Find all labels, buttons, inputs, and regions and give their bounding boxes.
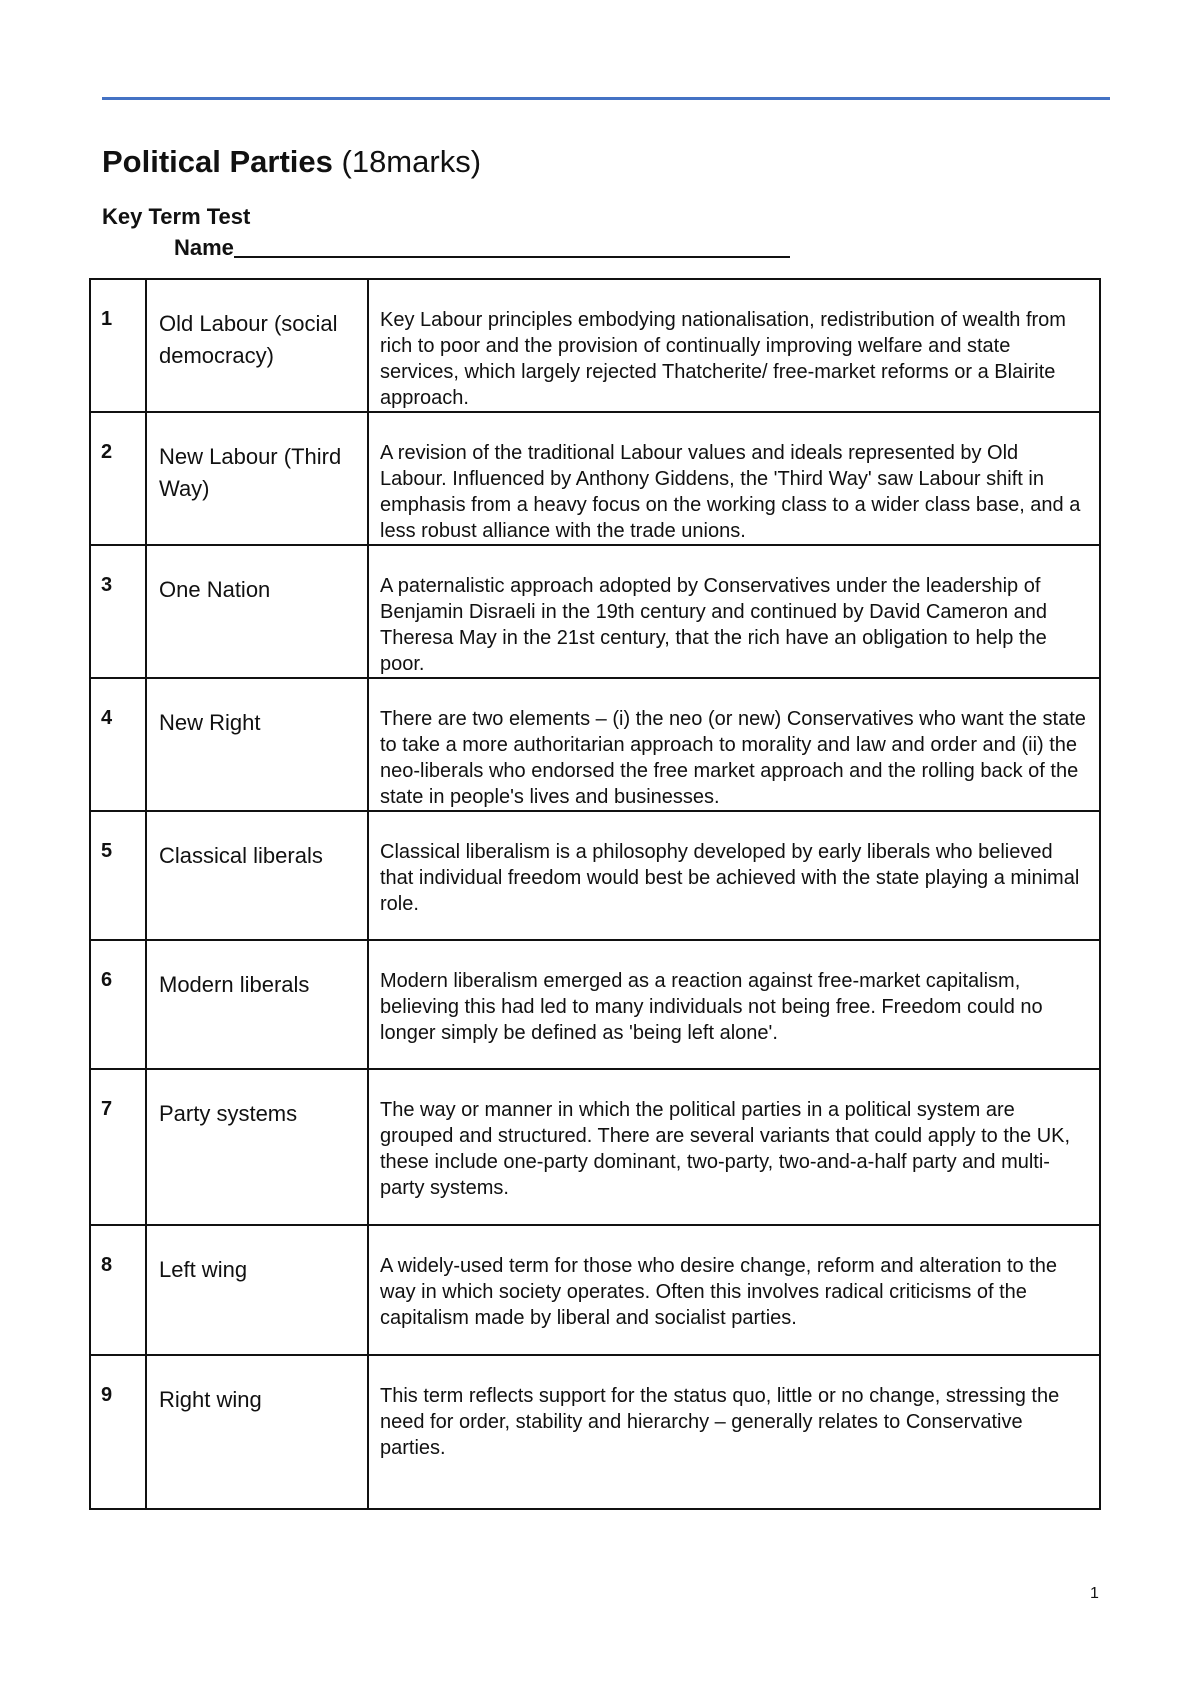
row-term: New Labour (Third Way) [146,412,368,545]
key-terms-table [89,278,1101,1510]
table-row [90,545,1100,678]
table-row [90,811,1100,940]
name-label: Name [174,235,234,260]
row-definition: This term reflects support for the status quo, little or no change, stressing the need for order, stability and hierarchy – generally relates to Conservative parties. [368,1355,1100,1509]
row-term: Modern liberals [146,940,368,1069]
row-definition: A paternalistic approach adopted by Conservatives under the leadership of Benjamin Disraeli in the 19th century and continued by David Cameron and Theresa May in the 21st century, that the rich have an obligation to help the poor. [368,545,1100,678]
row-term: Old Labour (social democracy) [146,279,368,412]
row-definition: The way or manner in which the political parties in a political system are grouped and structured. There are several variants that could apply to the UK, these include one-party dominant, two-party, two-and-a-half party and multi-party systems. [368,1069,1100,1225]
row-term: Left wing [146,1225,368,1355]
table-row [90,1355,1100,1509]
header-rule [102,97,1110,100]
row-definition: Key Labour principles embodying nationalisation, redistribution of wealth from rich to poor and the provision of continually improving welfare and state services, which largely rejected Thatcherite/ free-market reforms or a Blairite approach. [368,279,1100,412]
row-number: 7 [90,1069,146,1225]
name-field [174,235,790,261]
table-row [90,1225,1100,1355]
table-row [90,1069,1100,1225]
row-term: Right wing [146,1355,368,1509]
page-number: 1 [1090,1585,1099,1602]
row-term: New Right [146,678,368,811]
row-term: Classical liberals [146,811,368,940]
table-row [90,678,1100,811]
title-main: Political Parties [102,144,333,179]
row-definition: Classical liberalism is a philosophy developed by early liberals who believed that individual freedom would best be achieved with the state playing a minimal role. [368,811,1100,940]
row-definition: A revision of the traditional Labour values and ideals represented by Old Labour. Influenced by Anthony Giddens, the 'Third Way' saw Labour shift in emphasis from a heavy focus on the working class to a wider class base, and a less robust alliance with the trade unions. [368,412,1100,545]
row-number: 2 [90,412,146,545]
row-number: 9 [90,1355,146,1509]
page-title [102,144,481,180]
row-number: 8 [90,1225,146,1355]
row-definition: There are two elements – (i) the neo (or new) Conservatives who want the state to take a more authoritarian approach to morality and law and order and (ii) the neo-liberals who endorsed the free market approach and the rolling back of the state in people's lives and businesses. [368,678,1100,811]
table-row [90,279,1100,412]
name-blank-line [234,256,790,258]
table-row [90,412,1100,545]
row-number: 5 [90,811,146,940]
row-definition: A widely-used term for those who desire change, reform and alteration to the way in which society operates. Often this involves radical criticisms of the capitalism made by liberal and socialist parties. [368,1225,1100,1355]
title-marks: (18marks) [332,144,482,179]
row-number: 4 [90,678,146,811]
row-number: 6 [90,940,146,1069]
row-term: Party systems [146,1069,368,1225]
row-number: 1 [90,279,146,412]
test-subtitle: Key Term Test [102,204,251,229]
row-definition: Modern liberalism emerged as a reaction against free-market capitalism, believing this had led to many individuals not being free. Freedom could no longer simply be defined as 'being left alone'. [368,940,1100,1069]
table-row [90,940,1100,1069]
row-number: 3 [90,545,146,678]
row-term: One Nation [146,545,368,678]
